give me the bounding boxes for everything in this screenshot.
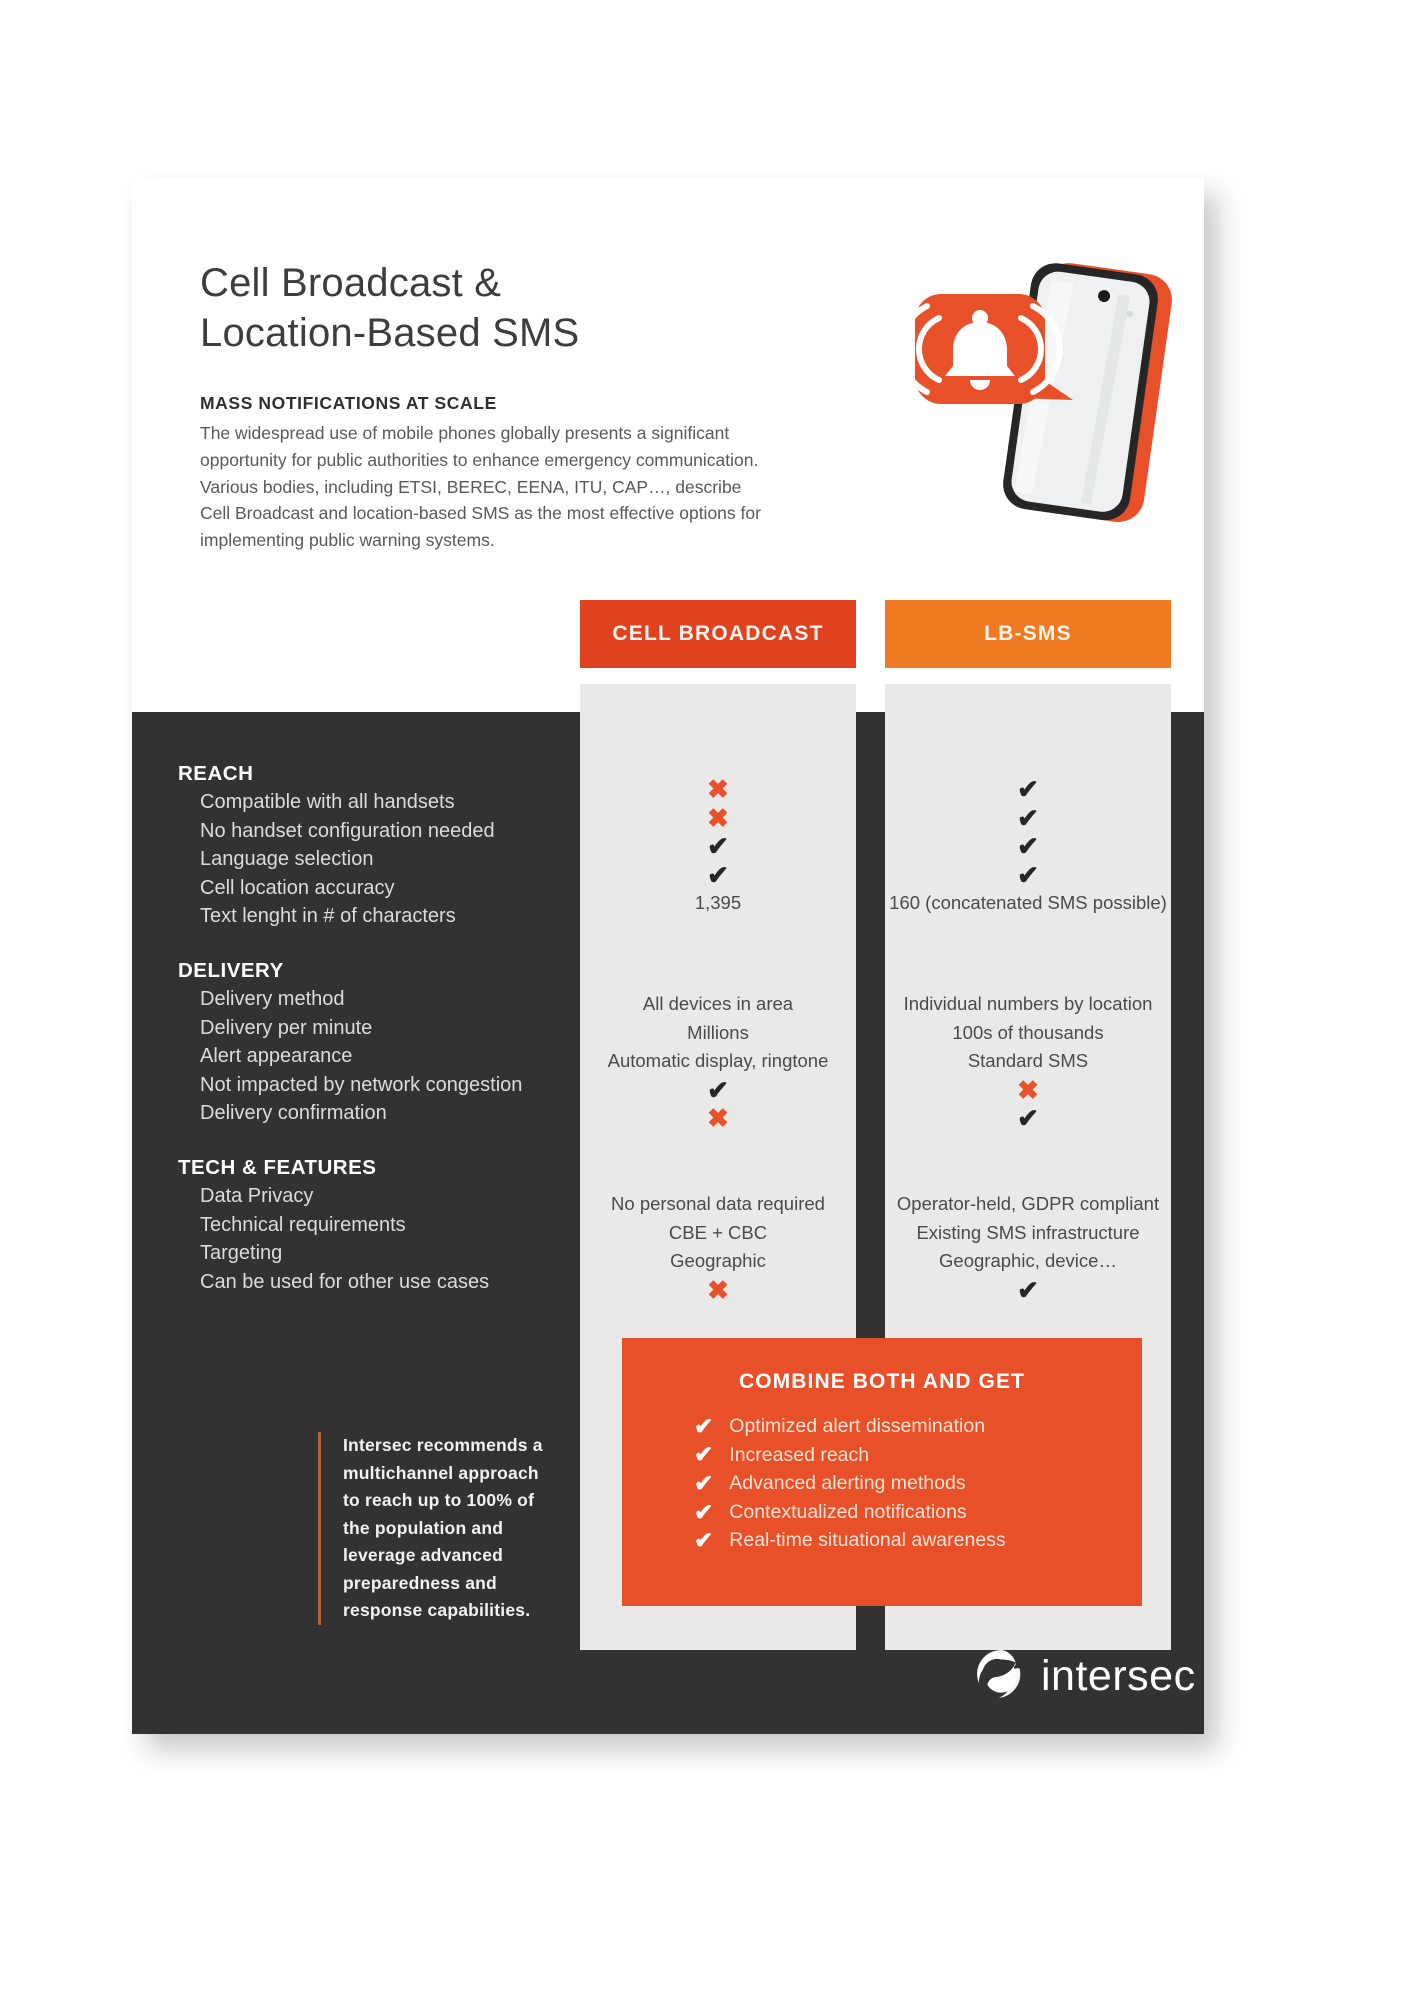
values-cell-broadcast-delivery <box>580 990 856 1133</box>
value-mark: ✖ <box>707 1274 729 1305</box>
intersec-wordmark: intersec <box>1041 1652 1196 1700</box>
value-mark: ✔ <box>1017 802 1039 833</box>
values-cell-broadcast-reach <box>580 775 856 918</box>
feature-item: Technical requirements <box>200 1213 406 1236</box>
intersec-logo <box>975 1648 1196 1705</box>
column-header-cell-broadcast-label: CELL BROADCAST <box>612 622 824 645</box>
feature-group-title: DELIVERY <box>178 958 284 982</box>
page-title-line2: Location-Based SMS <box>200 311 580 355</box>
value-mark: ✔ <box>1017 859 1039 890</box>
list-item-label: Real-time situational awareness <box>729 1529 1006 1552</box>
value-mark: ✔ <box>1017 774 1039 804</box>
values-cell-broadcast-tech <box>580 1190 856 1304</box>
feature-item: Can be used for other use cases <box>200 1270 490 1293</box>
list-item <box>694 1412 1142 1441</box>
value-mark: ✖ <box>1017 1074 1039 1105</box>
feature-group-tech <box>178 1156 578 1296</box>
column-header-lb-sms <box>885 600 1171 668</box>
page-title <box>200 258 760 358</box>
value-mark: ✔ <box>1017 1274 1039 1305</box>
column-header-cell-broadcast <box>580 600 856 668</box>
feature-item: Targeting <box>200 1242 283 1265</box>
list-item <box>694 1469 1142 1498</box>
value-mark: ✔ <box>707 1074 729 1105</box>
feature-group-title: TECH & FEATURES <box>178 1155 377 1179</box>
value-mark: ✖ <box>707 802 729 833</box>
value-text: 1,395 <box>694 892 742 914</box>
feature-item: No handset configuration needed <box>200 819 495 842</box>
intersec-mark-icon <box>975 1648 1027 1705</box>
intro-paragraph: The widespread use of mobile phones globally presents a significant opportunity for public authorities to enhance emergency communication. Various bodies, including ETSI, BEREC, EENA, ITU, CAP…, describe Cell Broadcast and location-based SMS as the most effective options for implementing public warning systems. <box>200 423 761 551</box>
value-mark: ✔ <box>1017 831 1039 862</box>
feature-group-delivery <box>178 959 578 1128</box>
page-title-line1: Cell Broadcast & <box>200 261 502 305</box>
check-icon: ✔ <box>694 1498 714 1525</box>
list-item-label: Advanced alerting methods <box>729 1472 966 1495</box>
feature-group-title: REACH <box>178 762 254 785</box>
value-mark: ✖ <box>707 774 729 804</box>
feature-item: Compatible with all handsets <box>200 791 455 813</box>
feature-item: Data Privacy <box>200 1184 314 1207</box>
check-icon: ✔ <box>694 1412 714 1439</box>
recommendation-quote: Intersec recommends a multichannel approach to reach up to 100% of the population and leverage advanced preparedness and response capabilities. <box>318 1432 558 1625</box>
feature-item: Cell location accuracy <box>200 876 395 899</box>
phone-alert-illustration <box>905 248 1195 578</box>
value-text: Operator-held, GDPR compliant <box>896 1193 1160 1214</box>
list-item-label: Optimized alert dissemination <box>729 1415 986 1437</box>
feature-item: Not impacted by network congestion <box>200 1073 523 1096</box>
values-lb-sms-delivery <box>885 990 1171 1133</box>
value-text: Individual numbers by location <box>903 993 1153 1014</box>
list-item-label: Contextualized notifications <box>729 1500 967 1523</box>
value-text: Existing SMS infrastructure <box>916 1221 1140 1243</box>
value-text: Automatic display, ringtone <box>607 1050 829 1072</box>
values-lb-sms-reach <box>885 775 1171 918</box>
value-text: No personal data required <box>611 1193 825 1214</box>
value-mark: ✔ <box>707 859 729 890</box>
feature-item: Text lenght in # of characters <box>200 905 456 928</box>
value-text: Millions <box>687 1021 749 1043</box>
check-icon: ✔ <box>694 1469 714 1496</box>
combine-callout <box>622 1338 1142 1606</box>
check-icon: ✔ <box>694 1527 714 1554</box>
value-text: Geographic <box>670 1250 766 1272</box>
values-lb-sms-tech <box>885 1190 1171 1304</box>
combine-benefit-list <box>622 1412 1142 1555</box>
check-icon: ✔ <box>694 1441 714 1468</box>
value-text: 100s of thousands <box>952 1021 1104 1043</box>
feature-group-reach <box>178 762 578 931</box>
feature-list <box>178 762 578 1296</box>
feature-item: Alert appearance <box>200 1045 353 1068</box>
feature-item: Delivery confirmation <box>200 1102 387 1125</box>
feature-item: Delivery per minute <box>200 1016 373 1039</box>
list-item <box>694 1498 1142 1527</box>
value-mark: ✔ <box>707 831 729 862</box>
value-mark: ✖ <box>707 1103 729 1134</box>
value-text: Standard SMS <box>967 1050 1089 1072</box>
value-mark: ✔ <box>1017 1103 1039 1134</box>
column-header-lb-sms-label: LB-SMS <box>984 622 1072 645</box>
feature-item: Language selection <box>200 848 374 871</box>
value-text: CBE + CBC <box>668 1221 768 1243</box>
value-text: Geographic, device… <box>939 1250 1117 1272</box>
combine-heading: COMBINE BOTH AND GET <box>738 1370 1026 1393</box>
section-eyebrow: MASS NOTIFICATIONS AT SCALE <box>200 393 497 413</box>
feature-item: Delivery method <box>200 987 345 1010</box>
list-item <box>694 1526 1142 1555</box>
list-item-label: Increased reach <box>729 1443 870 1466</box>
value-text: 160 (concatenated SMS possible) <box>889 892 1167 914</box>
list-item <box>694 1441 1142 1470</box>
value-text: All devices in area <box>642 993 794 1014</box>
